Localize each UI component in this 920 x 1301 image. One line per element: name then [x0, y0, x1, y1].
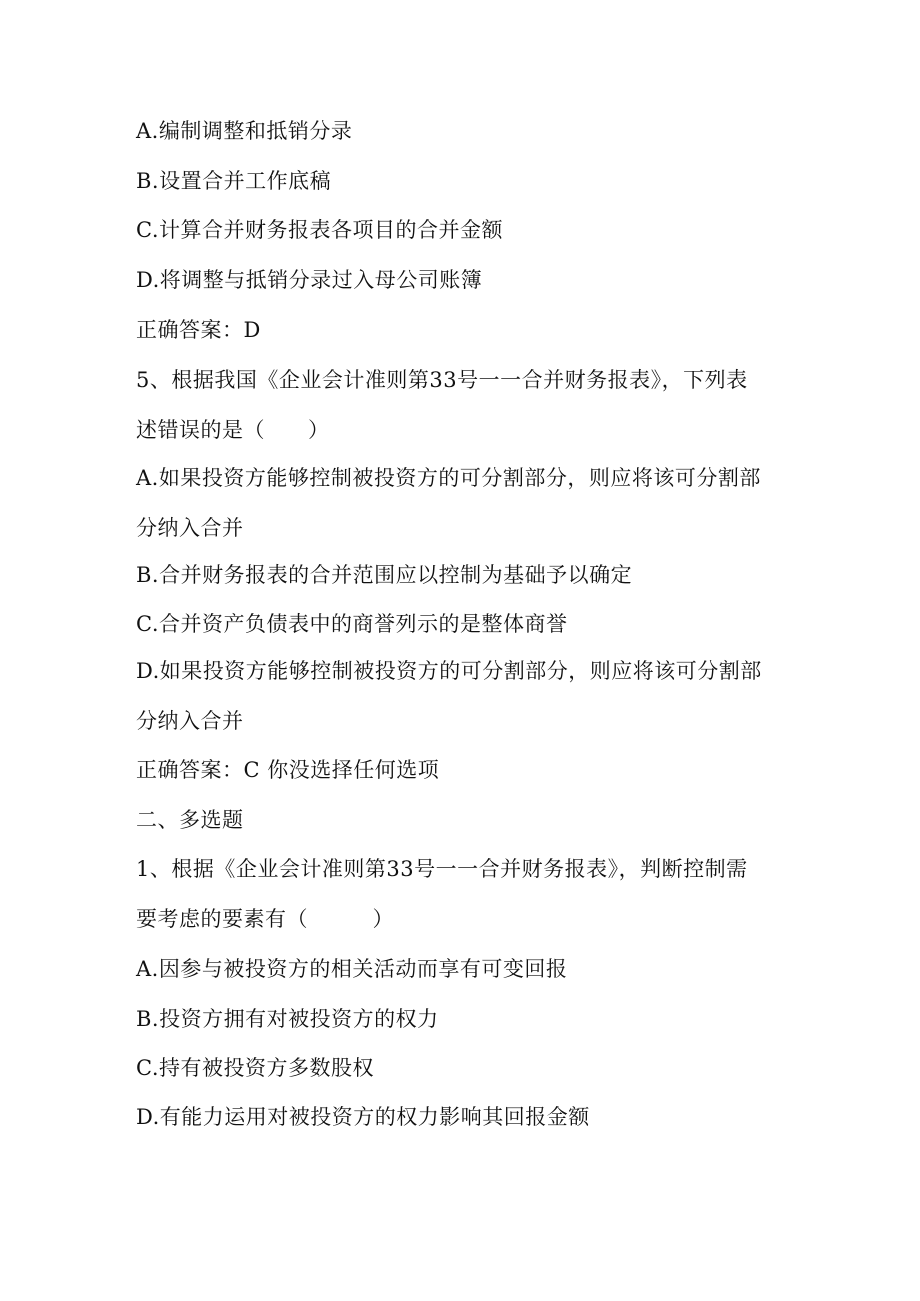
mc-question-1-option-d: D.有能力运用对被投资方的权力影响其回报金额	[136, 1105, 590, 1129]
mc-question-1-option-c: C.持有被投资方多数股权	[136, 1056, 374, 1080]
mc-question-1-line-2: 要考虑的要素有（ ）	[136, 907, 394, 931]
question-5-option-a-line-1: A.如果投资方能够控制被投资方的可分割部分，则应将该可分割部	[136, 466, 761, 490]
question-5-line-1: 5、根据我国《企业会计准则第33号一一合并财务报表》，下列表	[136, 368, 748, 392]
option-d-text: D.将调整与抵销分录过入母公司账簿	[136, 268, 483, 292]
question-5-correct-answer: 正确答案：C 你没选择任何选项	[136, 758, 440, 782]
question-5-option-d-line-1: D.如果投资方能够控制被投资方的可分割部分，则应将该可分割部	[136, 659, 762, 683]
option-c-text: C.计算合并财务报表各项目的合并金额	[136, 218, 503, 242]
mc-question-1-option-a: A.因参与被投资方的相关活动而享有可变回报	[136, 957, 568, 981]
section-heading-multiple-choice: 二、多选题	[136, 808, 244, 832]
question-5-option-b: B.合并财务报表的合并范围应以控制为基础予以确定	[136, 563, 633, 587]
option-b-text: B.设置合并工作底稿	[136, 169, 332, 193]
question-5-option-c: C.合并资产负债表中的商誉列示的是整体商誉	[136, 612, 568, 636]
question-5-option-d-line-2: 分纳入合并	[136, 709, 244, 733]
mc-question-1-option-b: B.投资方拥有对被投资方的权力	[136, 1007, 439, 1031]
correct-answer: 正确答案：D	[136, 318, 261, 342]
question-5-option-a-line-2: 分纳入合并	[136, 516, 244, 540]
question-5-line-2: 述错误的是（ ）	[136, 418, 330, 442]
mc-question-1-line-1: 1、根据《企业会计准则第33号一一合并财务报表》，判断控制需	[136, 857, 748, 881]
option-a-text: A.编制调整和抵销分录	[136, 119, 353, 143]
